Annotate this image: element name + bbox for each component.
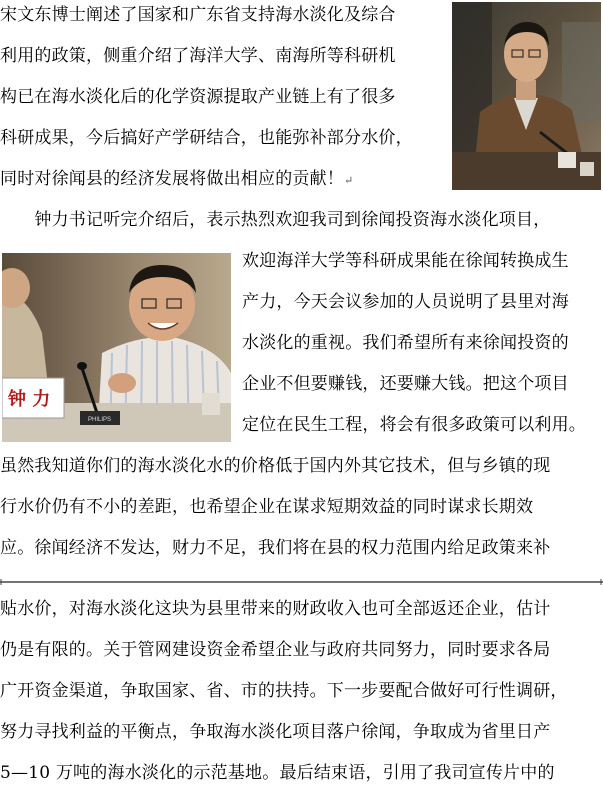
text-line: 努力寻找利益的平衡点，争取海水淡化项目落户徐闻，争取成为省里日产 bbox=[0, 722, 551, 742]
text-line: 广开资金渠道，争取国家、省、市的扶持。下一步要配合做好可行性调研， bbox=[0, 681, 568, 701]
text-line: 5—10 万吨的海水淡化的示范基地。最后结束语，引用了我司宣传片中的 bbox=[0, 763, 555, 783]
text-line: 水淡化的重视。我们希望所有来徐闻投资的 bbox=[242, 333, 569, 353]
text-line: 宋文东博士阐述了国家和广东省支持海水淡化及综合 bbox=[0, 5, 396, 25]
return-mark: ↵ bbox=[344, 174, 354, 187]
text-line: 欢迎海洋大学等科研成果能在徐闻转换成生 bbox=[242, 251, 569, 271]
photo-secretary-zhongli bbox=[2, 253, 231, 442]
text-line: 行水价仍有不小的差距，也希望企业在谋求短期效益的同时谋求长期效 bbox=[0, 497, 534, 517]
text-line: 钟力书记听完介绍后，表示热烈欢迎我司到徐闻投资海水淡化项目， bbox=[0, 210, 551, 230]
text-line: 虽然我知道你们的海水淡化水的价格低于国内外其它技术，但与乡镇的现 bbox=[0, 456, 551, 476]
text-line: 应。徐闻经济不发达，财力不足，我们将在县的权力范围内给足政策来补 bbox=[0, 538, 551, 558]
text-line: 同时对徐闻县的经济发展将做出相应的贡献！↵ bbox=[0, 169, 354, 189]
mic-brand: PHILIPS bbox=[88, 417, 112, 423]
text-line: 构已在海水淡化后的化学资源提取产业链上有了很多 bbox=[0, 87, 396, 107]
text-line: 企业不但要赚钱，还要赚大钱。把这个项目 bbox=[242, 374, 569, 394]
page-break-line bbox=[0, 579, 603, 585]
photo-speaker-suit bbox=[452, 2, 601, 190]
text-line: 定位在民生工程，将会有很多政策可以利用。 bbox=[242, 415, 586, 435]
text-line: 贴水价，对海水淡化这块为县里带来的财政收入也可全部返还企业，估计 bbox=[0, 599, 551, 619]
nameplate-text: 钟 力 bbox=[8, 389, 51, 410]
text-line: 仍是有限的。关于管网建设资金希望企业与政府共同努力，同时要求各局 bbox=[0, 640, 551, 660]
text-line: 科研成果，今后搞好产学研结合，也能弥补部分水价， bbox=[0, 128, 413, 148]
text-line: 产力，今天会议参加的人员说明了县里对海 bbox=[242, 292, 569, 312]
text-line: 利用的政策，侧重介绍了海洋大学、南海所等科研机 bbox=[0, 46, 396, 66]
